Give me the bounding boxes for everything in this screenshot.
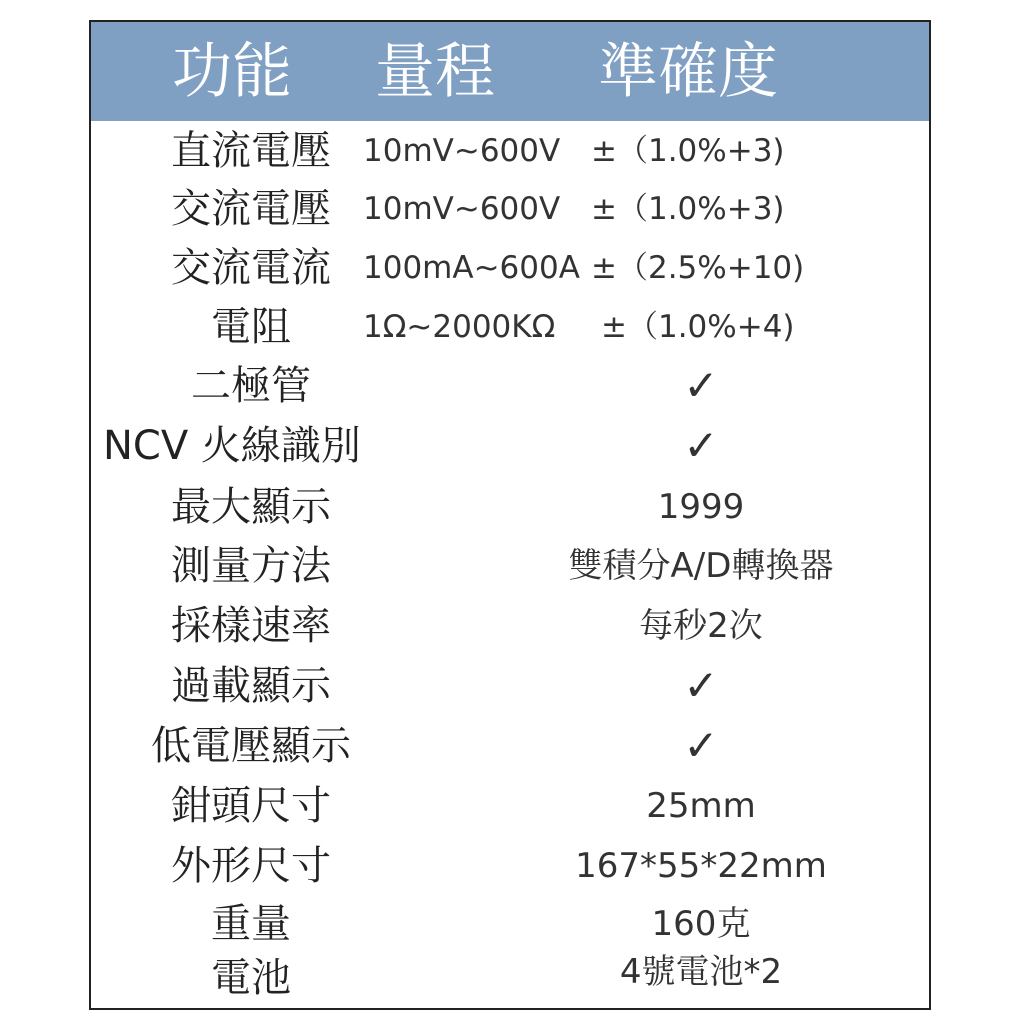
table-row <box>91 656 929 716</box>
table-row <box>91 836 929 896</box>
table-row <box>91 238 929 298</box>
function-name: 過載顯示 <box>171 663 331 709</box>
function-name: 直流電壓 <box>171 128 331 174</box>
function-name: 交流電壓 <box>171 186 331 232</box>
function-name: 二極管 <box>191 363 311 409</box>
function-name: 低電壓顯示 <box>151 723 351 769</box>
function-name: 測量方法 <box>171 543 331 589</box>
spec-value: 25mm <box>646 786 756 826</box>
range-value: 10mV~600V <box>363 191 561 227</box>
table-row <box>91 776 929 836</box>
function-name: 外形尺寸 <box>171 843 331 889</box>
spec-table <box>89 20 931 1010</box>
function-name: NCV 火線識別 <box>103 423 361 469</box>
accuracy-value: ±（1.0%+4) <box>601 309 795 345</box>
function-name: 採樣速率 <box>171 603 331 649</box>
table-row <box>91 121 929 181</box>
table-row <box>91 477 929 537</box>
spec-value: 雙積分A/D轉換器 <box>568 546 834 586</box>
table-row <box>91 416 929 476</box>
table-header <box>91 22 929 121</box>
accuracy-value: ±（1.0%+3) <box>591 133 785 169</box>
accuracy-value: ±（2.5%+10) <box>591 250 805 286</box>
check-icon: ✓ <box>683 421 719 470</box>
function-name: 鉗頭尺寸 <box>171 783 331 829</box>
spec-value: 4號電池*2 <box>619 952 783 992</box>
spec-value: 167*55*22mm <box>575 846 827 886</box>
check-icon: ✓ <box>683 721 719 770</box>
spec-value: 1999 <box>657 487 745 527</box>
table-row <box>91 179 929 239</box>
table-row <box>91 948 929 1008</box>
function-name: 最大顯示 <box>171 484 331 530</box>
table-row <box>91 297 929 357</box>
function-name: 電阻 <box>211 304 291 350</box>
accuracy-value: ±（1.0%+3) <box>591 191 785 227</box>
table-row <box>91 596 929 656</box>
function-name: 重量 <box>211 901 291 947</box>
table-row <box>91 356 929 416</box>
table-row <box>91 536 929 596</box>
range-value: 1Ω~2000KΩ <box>363 309 556 345</box>
table-row <box>91 716 929 776</box>
header-accuracy: 準確度 <box>598 37 778 107</box>
function-name: 電池 <box>211 955 291 1001</box>
check-icon: ✓ <box>683 661 719 710</box>
header-function: 功能 <box>172 37 292 107</box>
range-value: 10mV~600V <box>363 133 561 169</box>
check-icon: ✓ <box>683 361 719 410</box>
function-name: 交流電流 <box>171 245 331 291</box>
range-value: 100mA~600A <box>363 250 580 286</box>
header-range: 量程 <box>375 37 495 107</box>
spec-value: 160克 <box>651 904 751 944</box>
spec-value: 每秒2次 <box>639 606 763 646</box>
